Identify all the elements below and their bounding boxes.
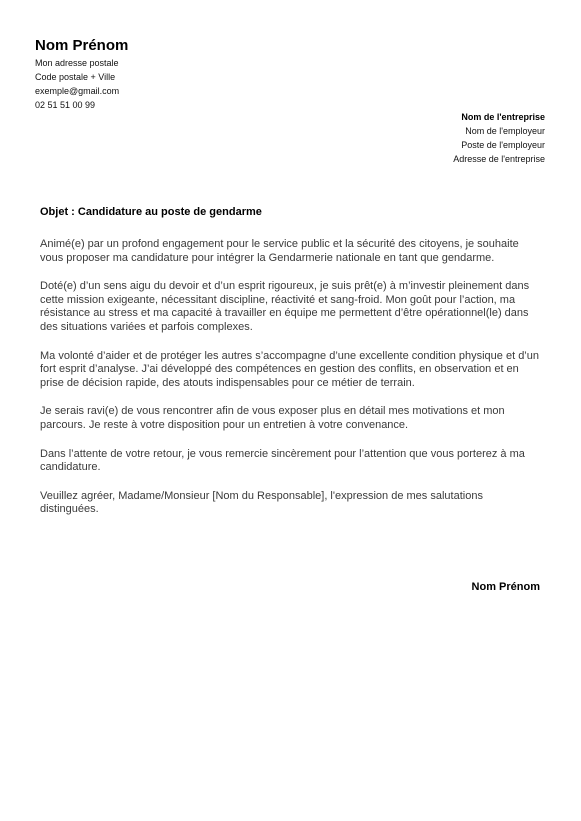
recipient-company-address: Adresse de l'entreprise: [453, 154, 545, 164]
paragraph-intro: Animé(e) par un profond engagement pour le service public et la sécurité des citoyens, je souhaite vous proposer ma candidature pour intégrer la Gendarmerie nationale en tant que gendarme.: [40, 238, 519, 264]
letter-subject: Objet : Candidature au poste de gendarme: [40, 206, 262, 218]
paragraph-meeting: Je serais ravi(e) de vous rencontrer afin de vous exposer plus en détail mes motivations et mon parcours. Je reste à votre disposition pour un entretien à votre convenance.: [40, 405, 505, 431]
sender-name: Nom Prénom: [35, 37, 129, 54]
recipient-employer-position: Poste de l'employeur: [461, 140, 545, 150]
signature: Nom Prénom: [471, 581, 540, 593]
recipient-employer-name: Nom de l'employeur: [465, 126, 545, 136]
paragraph-closing: Veuillez agréer, Madame/Monsieur [Nom du Responsable], l'expression de mes salutations distinguées.: [40, 489, 483, 516]
sender-block: [35, 37, 128, 112]
letter-body: [40, 238, 542, 532]
recipient-company: Nom de l'entreprise: [461, 112, 545, 122]
sender-phone: 02 51 51 00 99: [35, 100, 96, 110]
paragraph-qualities: Doté(e) d’un sens aigu du devoir et d’un esprit rigoureux, je suis prêt(e) à m’investir pleinement dans cette mission exigeante, nécessitant discipline, réactivité et sang-froid. Mon goût pour l’action, ma résistance au stress et ma capacité à travailler en équipe me permettent d’être opérationnel(le) dans des situations variées et parfois complexes.: [40, 280, 530, 333]
sender-email: exemple@gmail.com: [35, 86, 120, 96]
sender-address: Mon adresse postale: [35, 58, 119, 68]
recipient-block: [453, 110, 545, 166]
paragraph-thanks: Dans l’attente de votre retour, je vous remercie sincèrement pour l’attention que vous porterez à ma candidature.: [40, 447, 525, 474]
paragraph-skills: Ma volonté d’aider et de protéger les autres s’accompagne d’une excellente condition physique et d’un fort esprit d’analyse. J’ai développé des compétences en gestion des conflits, en observation et en prise de décision rapide, des atouts indispensables pour ce métier de terrain.: [40, 349, 539, 389]
sender-postal-city: Code postale + Ville: [35, 72, 116, 82]
